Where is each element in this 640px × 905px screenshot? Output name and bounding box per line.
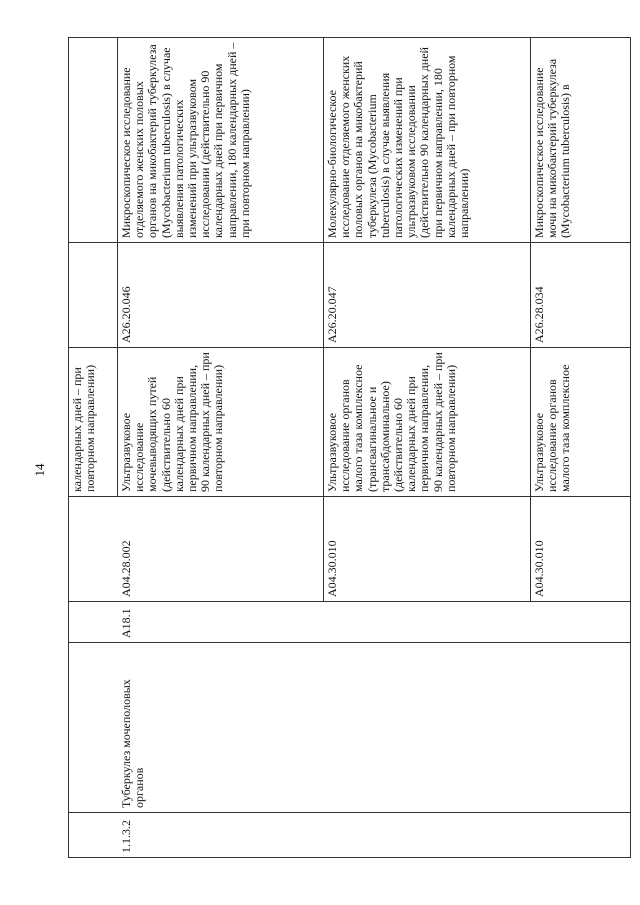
cell-code: A04.30.010	[324, 497, 531, 602]
page-number: 14	[32, 463, 47, 477]
cell-name-top	[69, 643, 118, 813]
cell-row-number-empty	[324, 813, 531, 858]
cell-row-number: 1.1.3.2	[118, 813, 324, 858]
cell-code2: A26.28.034	[531, 243, 631, 348]
table-row	[118, 38, 324, 858]
cell-service: Ультразвуковое исследование мочевыводящих путей (действительно 60 календарных дней при первичном направлении, 90 календарных дней – при повторном направлении)	[118, 348, 324, 497]
cell-icd-top	[69, 602, 118, 643]
table-row	[324, 38, 531, 858]
cell-service: Ультразвуковое исследование органов малого таза комплексное (трансвагинальное и трансабдоминальное) (действительно 60 календарных дней при первичном направлении, 90 календарных дней – при повторном направлении)	[324, 348, 531, 497]
cell-service-continued: календарных дней – при повторном направлении)	[69, 348, 118, 497]
cell-disease-name-empty	[324, 643, 531, 813]
cell-icd-code-empty	[324, 602, 531, 643]
table-row	[531, 38, 631, 858]
examinations-table	[68, 37, 631, 858]
cell-service2: Молекулярно-биологическое исследование отделяемого женских половых органов на микобактерий туберкулеза (Mycobacterium tuberculosis) в случае выявления патологических изменений при ультразвуковом исследовании (действительно 90 календарных дней при первичном направлении, 180 календарных дней – при повторном направлении)	[324, 38, 531, 243]
cell-icd-code: A18.1	[118, 602, 324, 643]
cell-code2: A26.20.046	[118, 243, 324, 348]
cell-code2-top	[69, 243, 118, 348]
cell-code-top	[69, 497, 118, 602]
cell-service2: Микроскопическое исследование мочи на микобактерий туберкулеза (Mycobacterium tuberculosis) в	[531, 38, 631, 243]
cell-service2-top	[69, 38, 118, 243]
cell-num-top	[69, 813, 118, 858]
cell-disease-name-empty	[531, 643, 631, 813]
cell-service2: Микроскопическое исследование отделяемого женских половых органов на микобактерий туберкулеза (Mycobacterium tuberculosis) в случае выявления патологических изменений при ультразвуковом исследовании (действительно 90 календарных дней при первичном направлении, 180 календарных дней – при повторном направлении)	[118, 38, 324, 243]
cell-icd-code-empty	[531, 602, 631, 643]
cell-code2: A26.20.047	[324, 243, 531, 348]
cell-service: Ультразвуковое исследование органов малого таза комплексное	[531, 348, 631, 497]
cell-code: A04.28.002	[118, 497, 324, 602]
cell-disease-name: Туберкулез мочеполовых органов	[118, 643, 324, 813]
table-row	[69, 38, 118, 858]
rotated-table-wrapper	[68, 38, 616, 858]
cell-code: A04.30.010	[531, 497, 631, 602]
cell-row-number-empty	[531, 813, 631, 858]
